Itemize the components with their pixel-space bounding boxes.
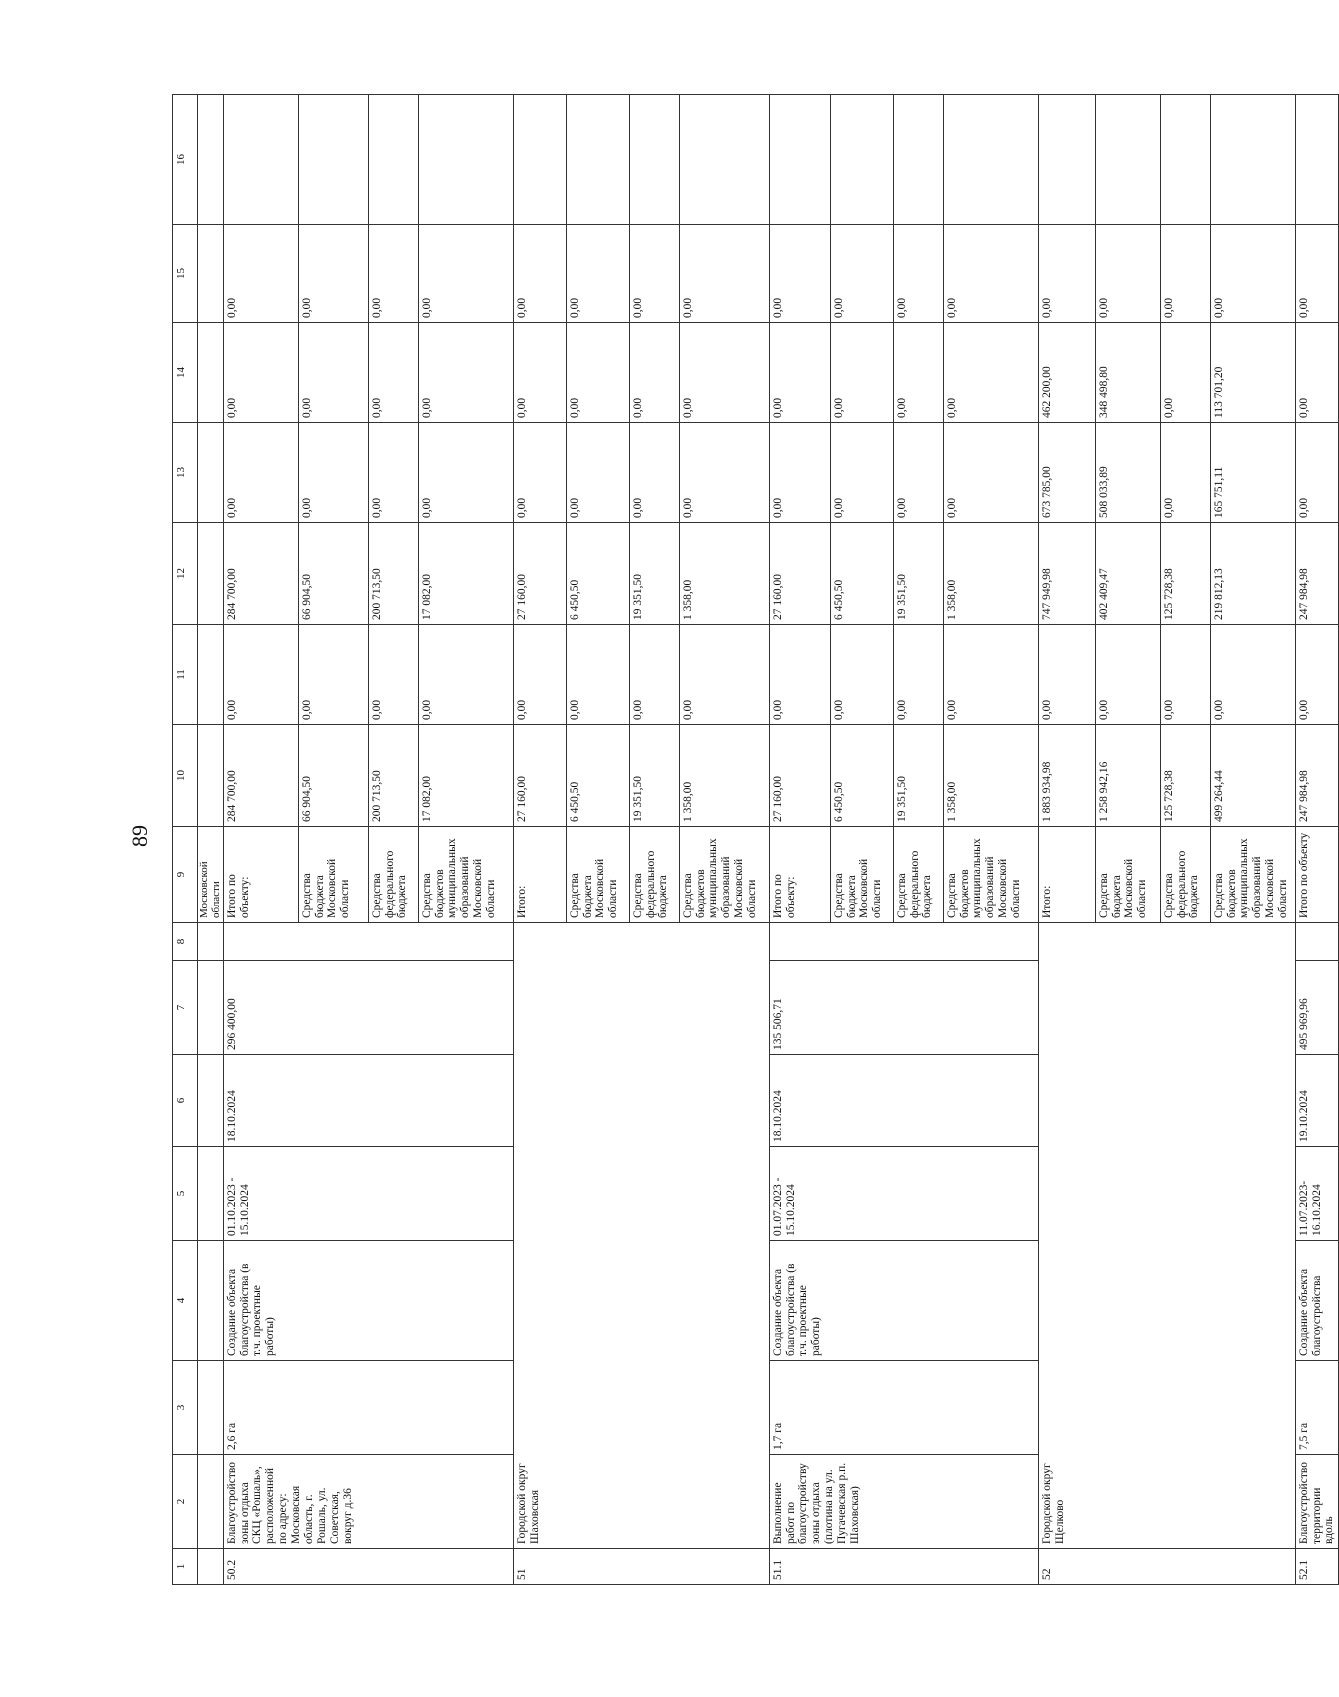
value: 0,00 bbox=[224, 423, 299, 522]
work-type: Создание объекта благоустройства bbox=[1295, 1241, 1339, 1361]
value: 0,00 bbox=[369, 323, 419, 422]
value: 348 498,80 bbox=[1096, 323, 1161, 422]
funding-source: Средства бюджетов муниципальных образований Московской области bbox=[945, 838, 1022, 918]
empty-cell bbox=[223, 923, 513, 961]
value: 0,00 bbox=[299, 323, 369, 422]
value: 0,00 bbox=[945, 397, 958, 418]
value: 113 701,20 bbox=[1212, 366, 1225, 418]
work-type: Создание объекта благоустройства (в т.ч. проектные работы) bbox=[769, 1241, 1038, 1361]
value: 0,00 bbox=[567, 625, 630, 724]
value: 0,00 bbox=[1295, 625, 1339, 725]
funding-source: Итого по объекту bbox=[1295, 827, 1339, 923]
value: 0,00 bbox=[831, 423, 894, 522]
funding-source: Средства бюджетов муниципальных образований Московской области bbox=[681, 838, 758, 918]
value: 0,00 bbox=[567, 323, 630, 422]
value: 0,00 bbox=[224, 625, 299, 724]
value-cell bbox=[769, 725, 1038, 827]
value: 0,00 bbox=[945, 699, 958, 720]
empty-cell bbox=[769, 923, 1038, 961]
value: 0,00 bbox=[299, 225, 369, 322]
value: 0,00 bbox=[567, 423, 630, 522]
value: 6 450,50 bbox=[567, 523, 630, 624]
value-cell bbox=[769, 225, 1038, 323]
district-label: Городской округ Шаховская bbox=[515, 1463, 541, 1544]
value: 0,00 bbox=[681, 397, 694, 418]
value: 19 351,50 bbox=[894, 523, 944, 624]
value-cell bbox=[769, 95, 1038, 225]
value: 19 351,50 bbox=[630, 523, 680, 624]
object-name: Выполнение работ по благоустройству зоны отдыха (плотина на ул. Пугачевская р.п. Шаховская) bbox=[769, 1455, 1038, 1549]
col-num: 8 bbox=[173, 923, 198, 961]
col-num: 16 bbox=[173, 95, 198, 225]
page-number: 89 bbox=[127, 825, 152, 847]
funding-sources bbox=[1038, 827, 1295, 923]
funding-source: Итого по объекту: bbox=[770, 827, 831, 922]
value: 0,00 bbox=[945, 497, 958, 518]
value: 219 812,13 bbox=[1212, 568, 1225, 620]
object-name: Благоустройство зоны отдыха СКЦ «Рошаль», расположенной по адресу: Московская область, г. Рошаль, ул. Советская, вокруг д.36 bbox=[223, 1455, 513, 1549]
value: 0,00 bbox=[770, 423, 831, 522]
col-num: 4 bbox=[173, 1241, 198, 1361]
value: 0,00 bbox=[224, 323, 299, 422]
value: 0,00 bbox=[299, 625, 369, 724]
value: 27 160,00 bbox=[770, 725, 831, 826]
value-cell bbox=[513, 625, 769, 725]
value: 0,00 bbox=[831, 625, 894, 724]
value: 6 450,50 bbox=[831, 523, 894, 624]
rotated-table-wrapper bbox=[172, 95, 1336, 1585]
value: 19 351,50 bbox=[630, 725, 680, 826]
value-cell bbox=[1038, 225, 1295, 323]
work-period: 11.07.2023-16.10.2024 bbox=[1295, 1147, 1339, 1241]
value: 1 358,00 bbox=[681, 579, 694, 620]
object-cost: 495 969,96 bbox=[1295, 961, 1339, 1055]
completion-date: 18.10.2024 bbox=[769, 1055, 1038, 1147]
value: 1 258 942,16 bbox=[1096, 725, 1161, 826]
value: 0,00 bbox=[1295, 323, 1339, 423]
table-row bbox=[769, 95, 1038, 1585]
value-cell bbox=[513, 95, 769, 225]
value: 1 883 934,98 bbox=[1039, 725, 1096, 826]
funding-source: Средства бюджетов муниципальных образований Московской области bbox=[420, 838, 497, 918]
object-area: 2,6 га bbox=[223, 1361, 513, 1455]
value: 0,00 bbox=[299, 423, 369, 522]
value: 0,00 bbox=[514, 625, 567, 724]
value: 0,00 bbox=[514, 323, 567, 422]
district-name bbox=[513, 923, 769, 1549]
col-num: 7 bbox=[173, 961, 198, 1055]
value-cell bbox=[223, 323, 513, 423]
value-cell bbox=[513, 523, 769, 625]
completion-date: 18.10.2024 bbox=[223, 1055, 513, 1147]
funding-source: Средства федерального бюджета bbox=[894, 827, 944, 922]
value-cell bbox=[1038, 523, 1295, 625]
col-num: 1 bbox=[173, 1549, 198, 1585]
value: 0,00 bbox=[1161, 323, 1211, 422]
value: 284 700,00 bbox=[224, 523, 299, 624]
value: 0,00 bbox=[514, 423, 567, 522]
funding-source: Средства бюджета Московской области bbox=[1096, 827, 1161, 922]
funding-source: Средства бюджета Московской области bbox=[299, 827, 369, 922]
value-cell bbox=[513, 225, 769, 323]
object-area: 7,5 га bbox=[1295, 1361, 1339, 1455]
value: 284 700,00 bbox=[224, 725, 299, 826]
value-cell bbox=[1038, 95, 1295, 225]
funding-source: Средства бюджета Московской области bbox=[831, 827, 894, 922]
value: 0,00 bbox=[1212, 297, 1225, 318]
value-cell bbox=[1038, 725, 1295, 827]
value: 0,00 bbox=[1039, 625, 1096, 724]
value: 0,00 bbox=[1096, 225, 1161, 322]
value-cell bbox=[223, 95, 513, 225]
value: 0,00 bbox=[681, 699, 694, 720]
value: 0,00 bbox=[681, 297, 694, 318]
value: 165 751,11 bbox=[1212, 466, 1225, 518]
data-table bbox=[172, 94, 1339, 1585]
table-row bbox=[1038, 95, 1295, 1585]
value: 0,00 bbox=[369, 625, 419, 724]
funding-source: Средства бюджетов муниципальных образований Московской области bbox=[1212, 838, 1289, 918]
value: 0,00 bbox=[894, 423, 944, 522]
value: 462 200,00 bbox=[1039, 323, 1096, 422]
column-number-row bbox=[173, 95, 198, 1585]
work-type: Создание объекта благоустройства (в т.ч. проектные работы) bbox=[223, 1241, 513, 1361]
value: 1 358,00 bbox=[681, 781, 694, 822]
value-cell bbox=[513, 423, 769, 523]
table-row bbox=[1295, 95, 1339, 1585]
district-label: Городской округ Щелково bbox=[1040, 1463, 1066, 1544]
col-num: 2 bbox=[173, 1455, 198, 1549]
work-period: 01.07.2023 - 15.10.2024 bbox=[769, 1147, 1038, 1241]
col-num: 6 bbox=[173, 1055, 198, 1147]
value: 1 358,00 bbox=[945, 781, 958, 822]
value: 0,00 bbox=[894, 323, 944, 422]
col-num: 10 bbox=[173, 725, 198, 827]
value: 0,00 bbox=[420, 397, 433, 418]
funding-source: Итого: bbox=[514, 827, 567, 922]
row-number: 50.2 bbox=[223, 1549, 513, 1585]
value: 0,00 bbox=[224, 225, 299, 322]
col-num: 11 bbox=[173, 625, 198, 725]
value: 0,00 bbox=[1295, 423, 1339, 523]
value: 27 160,00 bbox=[514, 523, 567, 624]
value: 19 351,50 bbox=[894, 725, 944, 826]
continuation-row bbox=[198, 95, 224, 1585]
value: 0,00 bbox=[1161, 423, 1211, 522]
object-area: 1,7 га bbox=[769, 1361, 1038, 1455]
value: 6 450,50 bbox=[567, 725, 630, 826]
value-cell bbox=[223, 625, 513, 725]
object-name: Благоустройство территории вдоль bbox=[1295, 1455, 1339, 1549]
value: 27 160,00 bbox=[514, 725, 567, 826]
value-cell bbox=[223, 225, 513, 323]
col-num: 15 bbox=[173, 225, 198, 323]
funding-source: Средства федерального бюджета bbox=[369, 827, 419, 922]
value-cell bbox=[513, 323, 769, 423]
district-name bbox=[1038, 923, 1295, 1549]
value: 402 409,47 bbox=[1096, 523, 1161, 624]
value-cell bbox=[223, 725, 513, 827]
value-cell bbox=[769, 323, 1038, 423]
col-num: 9 bbox=[173, 827, 198, 923]
value: 0,00 bbox=[369, 225, 419, 322]
value-cell bbox=[1038, 323, 1295, 423]
value: 0,00 bbox=[630, 225, 680, 322]
value: 0,00 bbox=[1096, 625, 1161, 724]
value-cell bbox=[769, 625, 1038, 725]
funding-source: Итого по объекту: bbox=[224, 827, 299, 922]
value: 0,00 bbox=[770, 625, 831, 724]
value: 0,00 bbox=[945, 297, 958, 318]
work-period: 01.10.2023 - 15.10.2024 bbox=[223, 1147, 513, 1241]
completion-date: 19.10.2024 bbox=[1295, 1055, 1339, 1147]
value: 200 713,50 bbox=[369, 523, 419, 624]
value: 200 713,50 bbox=[369, 725, 419, 826]
funding-source: Средства федерального бюджета bbox=[1161, 827, 1211, 922]
value: 673 785,00 bbox=[1039, 423, 1096, 522]
value: 66 904,50 bbox=[299, 725, 369, 826]
value: 0,00 bbox=[1295, 225, 1339, 323]
value: 0,00 bbox=[514, 225, 567, 322]
funding-sources bbox=[513, 827, 769, 923]
value: 0,00 bbox=[369, 423, 419, 522]
value: 0,00 bbox=[567, 225, 630, 322]
value-cell bbox=[223, 423, 513, 523]
object-cost: 296 400,00 bbox=[223, 961, 513, 1055]
value: 0,00 bbox=[420, 699, 433, 720]
value-cell bbox=[769, 423, 1038, 523]
value: 0,00 bbox=[1212, 699, 1225, 720]
row-number: 51.1 bbox=[769, 1549, 1038, 1585]
col-num: 3 bbox=[173, 1361, 198, 1455]
value: 0,00 bbox=[1161, 625, 1211, 724]
funding-source: Средства федерального бюджета bbox=[630, 827, 680, 922]
value: 0,00 bbox=[1039, 225, 1096, 322]
value: 0,00 bbox=[420, 497, 433, 518]
value: 17 082,00 bbox=[420, 574, 433, 620]
value-cell bbox=[513, 725, 769, 827]
row-number: 51 bbox=[513, 1549, 769, 1585]
value: 17 082,00 bbox=[420, 776, 433, 822]
value: 508 033,89 bbox=[1096, 423, 1161, 522]
table-row bbox=[223, 95, 513, 1585]
col-num: 13 bbox=[173, 423, 198, 523]
continuation-text: Московской области bbox=[198, 827, 224, 923]
value: 0,00 bbox=[831, 323, 894, 422]
value: 0,00 bbox=[681, 497, 694, 518]
value: 125 728,38 bbox=[1161, 523, 1211, 624]
value: 0,00 bbox=[770, 323, 831, 422]
value: 747 949,98 bbox=[1039, 523, 1096, 624]
table-row bbox=[513, 95, 769, 1585]
value: 66 904,50 bbox=[299, 523, 369, 624]
funding-source: Средства бюджета Московской области bbox=[567, 827, 630, 922]
value: 0,00 bbox=[1161, 225, 1211, 322]
value-cell bbox=[1038, 423, 1295, 523]
value: 27 160,00 bbox=[770, 523, 831, 624]
value: 0,00 bbox=[630, 423, 680, 522]
value-cell bbox=[223, 523, 513, 625]
value: 0,00 bbox=[894, 625, 944, 724]
col-num: 5 bbox=[173, 1147, 198, 1241]
value: 1 358,00 bbox=[945, 579, 958, 620]
object-cost: 135 506,71 bbox=[769, 961, 1038, 1055]
value: 0,00 bbox=[770, 225, 831, 322]
value-cell bbox=[1038, 625, 1295, 725]
funding-sources bbox=[223, 827, 513, 923]
col-num: 14 bbox=[173, 323, 198, 423]
value-cell bbox=[1295, 95, 1339, 225]
value-cell bbox=[769, 523, 1038, 625]
value: 6 450,50 bbox=[831, 725, 894, 826]
value: 0,00 bbox=[831, 225, 894, 322]
value: 247 984,98 bbox=[1295, 725, 1339, 827]
funding-sources bbox=[769, 827, 1038, 923]
funding-source: Итого: bbox=[1039, 827, 1096, 922]
value: 125 728,38 bbox=[1161, 725, 1211, 826]
empty-cell bbox=[1295, 923, 1339, 961]
value: 247 984,98 bbox=[1295, 523, 1339, 625]
row-number: 52 bbox=[1038, 1549, 1295, 1585]
row-number: 52.1 bbox=[1295, 1549, 1339, 1585]
value: 0,00 bbox=[894, 225, 944, 322]
col-num: 12 bbox=[173, 523, 198, 625]
value: 0,00 bbox=[420, 297, 433, 318]
value: 0,00 bbox=[630, 323, 680, 422]
value: 0,00 bbox=[630, 625, 680, 724]
value: 499 264,44 bbox=[1212, 770, 1225, 822]
